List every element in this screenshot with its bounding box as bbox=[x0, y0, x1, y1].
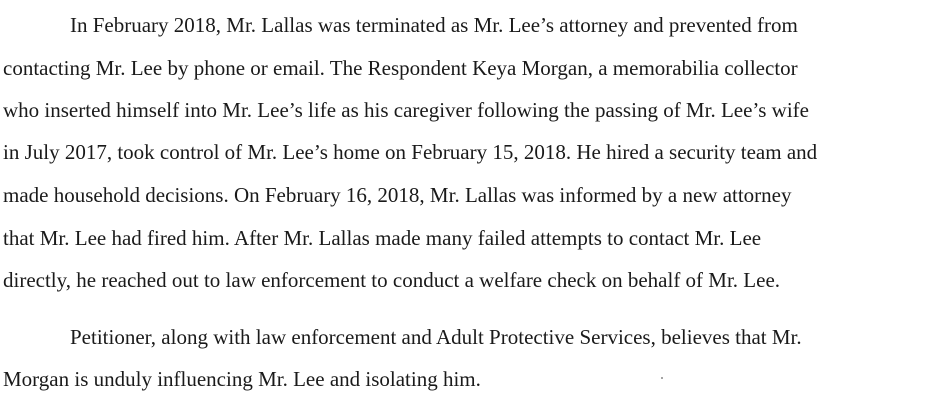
paragraph-1-line-3: who inserted himself into Mr. Lee’s life as his caregiver following the passing of Mr. Lee’s wife bbox=[3, 98, 809, 122]
paragraph-1-line-1: In February 2018, Mr. Lallas was terminated as Mr. Lee’s attorney and prevented from bbox=[70, 13, 798, 37]
paragraph-1-line-4: in July 2017, took control of Mr. Lee’s home on February 15, 2018. He hired a security team and bbox=[3, 140, 818, 164]
paragraph-1-line-7: directly, he reached out to law enforcement to conduct a welfare check on behalf of Mr. Lee. bbox=[3, 268, 781, 292]
paragraph-2-line-2: Morgan is unduly influencing Mr. Lee and isolating him. bbox=[3, 367, 481, 391]
scan-speck bbox=[661, 377, 663, 379]
paragraph-1-line-6: that Mr. Lee had fired him. After Mr. Lallas made many failed attempts to contact Mr. Lee bbox=[3, 226, 762, 250]
paragraph-1-line-5: made household decisions. On February 16, 2018, Mr. Lallas was informed by a new attorney bbox=[3, 183, 792, 207]
paragraph-1-line-2: contacting Mr. Lee by phone or email. The Respondent Keya Morgan, a memorabilia collector bbox=[3, 56, 798, 80]
paragraph-2-line-1: Petitioner, along with law enforcement and Adult Protective Services, believes that Mr. bbox=[70, 325, 802, 349]
